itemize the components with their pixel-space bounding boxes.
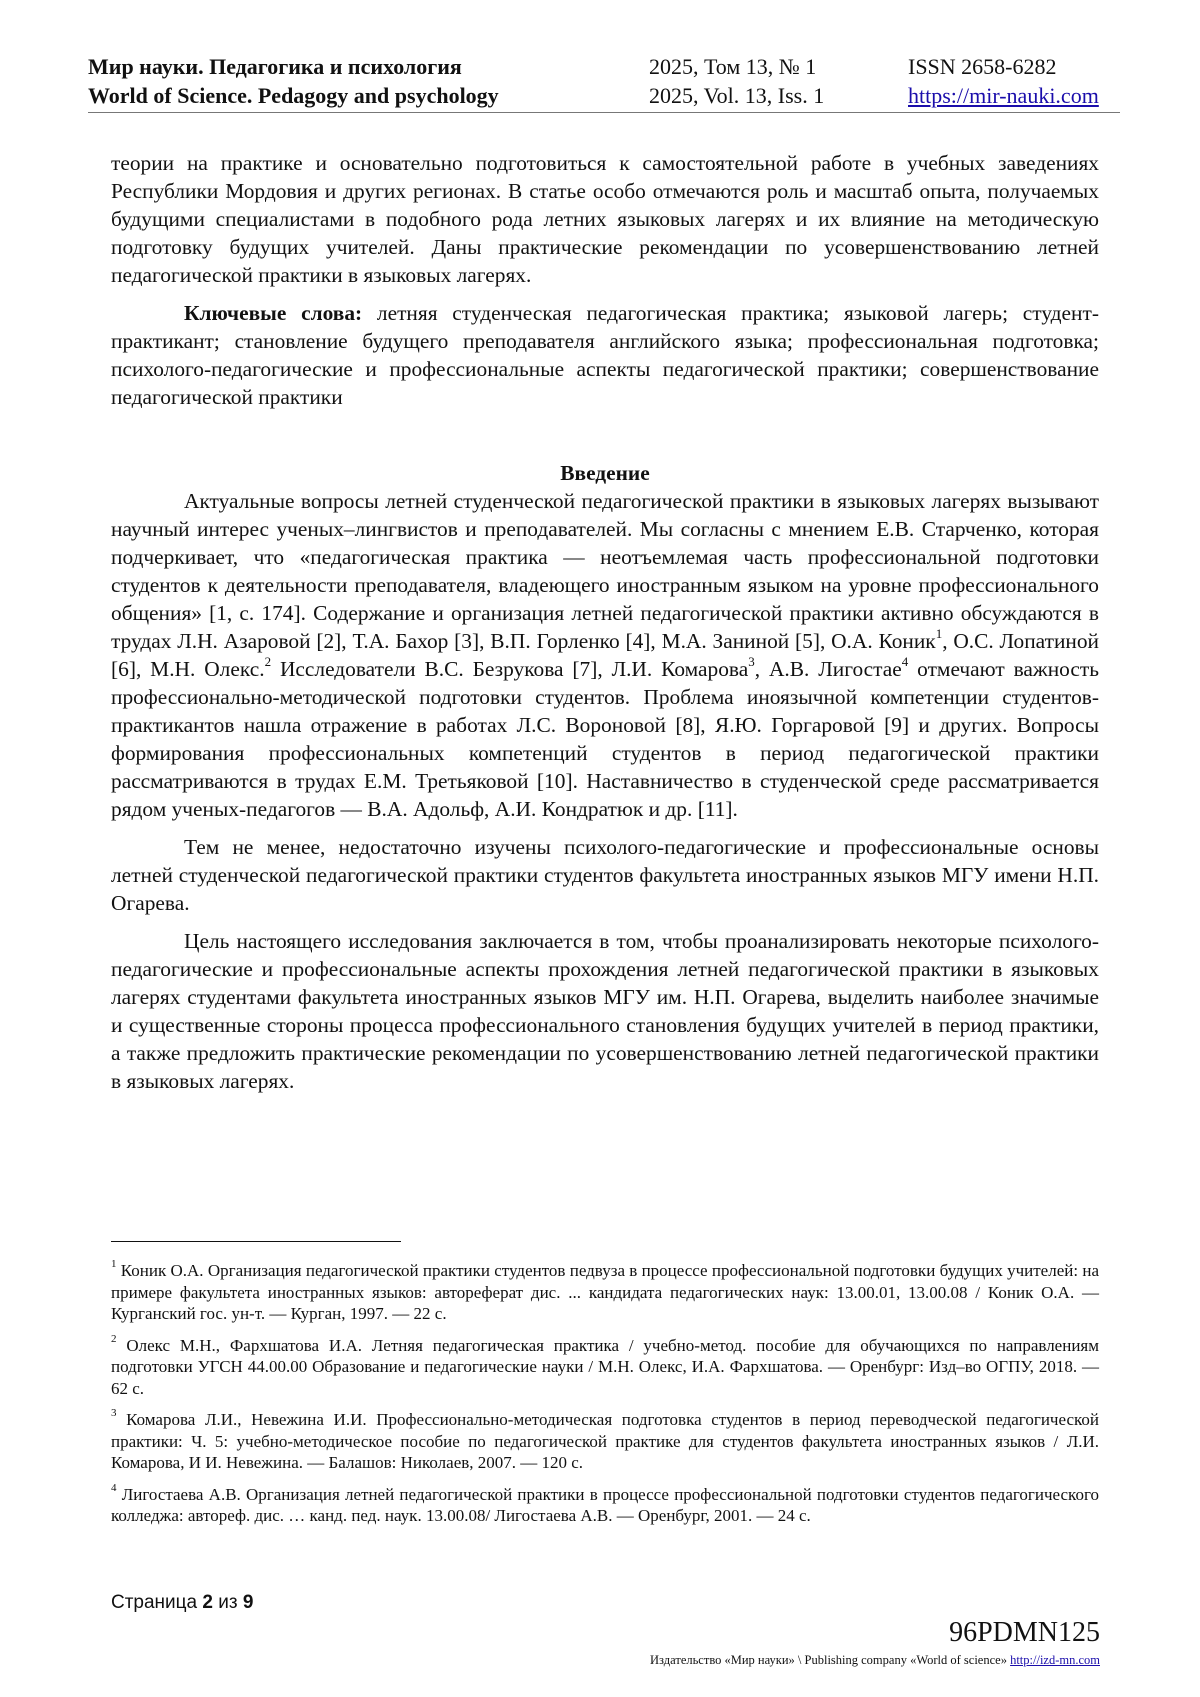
footnote-ref-2[interactable]: 2 [264, 653, 272, 669]
footnote-1 [111, 1260, 1099, 1325]
intro-p1-part-d: , А.В. Лигостае [754, 657, 902, 681]
footnote-num-2: 2 [111, 1332, 117, 1345]
issue-ru: 2025, Том 13, № 1 [649, 54, 817, 79]
page-header [88, 52, 1120, 110]
header-divider [88, 112, 1120, 113]
keywords [111, 299, 1099, 411]
issn-info [908, 52, 1099, 110]
journal-title-en: World of Science. Pedagogy and psychology [88, 83, 499, 108]
article-body [111, 149, 1099, 1095]
page-label: Страница [111, 1592, 198, 1613]
footnote-2 [111, 1332, 1099, 1400]
footnote-num-1: 1 [111, 1258, 117, 1271]
issue-info [649, 52, 824, 110]
issue-en: 2025, Vol. 13, Iss. 1 [649, 83, 825, 108]
publisher-text: Издательство «Мир науки» \ Publishing company «World of science» [650, 1653, 1007, 1667]
page-total: 9 [242, 1592, 254, 1613]
footnote-text-1: Коник О.А. Организация педагогической практики студентов педвуза в процессе профессиональной подготовки будущих учителей: на примере факультета иностранных языков: автореферат дис. ... кандидата педагогических наук: 13.00.01, 13.00.08 / Коник О.А. — Курганский гос. ун-т. — Курган, 1997. — 22 с. [111, 1261, 1099, 1323]
page-number [111, 1592, 253, 1614]
intro-p1-part-e: отмечают важность профессионально-методической подготовки студентов. Проблема иноязычной компетенции студентов-практикантов нашла отражение в работах Л.С. Вороновой [8], Я.Ю. Горгаровой [9] и других. Вопросы формирования профессиональных компетенций студентов в период педагогической практики рассматриваются в трудах Е.М. Третьяковой [10]. Наставничество в студенческой среде рассматривается рядом ученых-педагогов — В.А. Адольф, А.И. Кондратюк и др. [11]. [111, 657, 1099, 821]
journal-title [88, 52, 499, 110]
issn: ISSN 2658-6282 [908, 54, 1057, 79]
page-current: 2 [202, 1592, 213, 1613]
article-code: 96PDMN125 [949, 1617, 1100, 1648]
keywords-label: Ключевые слова: [184, 301, 363, 325]
footnote-ref-1[interactable]: 1 [935, 625, 943, 641]
page-of: из [218, 1592, 238, 1613]
section-title: Введение [560, 461, 650, 485]
footnote-ref-3[interactable]: 3 [748, 653, 755, 669]
footnote-3 [111, 1409, 1099, 1474]
footnote-text-3: Комарова Л.И., Невежина И.И. Профессионально-методическая подготовка студентов в период переводческой педагогической практики: Ч. 5: учебно-методическое пособие по педагогической практике для студентов факультета иностранных языков / Л.И. Комарова, И И. Невежина. — Балашов: Николаев, 2007. — 120 с. [111, 1410, 1099, 1472]
footnote-text-4: Лигостаева А.В. Организация летней педагогической практики в процессе профессиональной подготовки студентов педагогического колледжа: автореф. дис. … канд. пед. наук. 13.00.08/ Лигостаева А.В. — Оренбург, 2001. — 24 с. [111, 1484, 1099, 1525]
footnote-divider [111, 1241, 401, 1242]
intro-paragraph-1 [111, 487, 1099, 823]
footnote-4 [111, 1481, 1099, 1527]
publisher-link[interactable]: http://izd-mn.com [1010, 1653, 1100, 1667]
keywords-text: летняя студенческая педагогическая практика; языковой лагерь; студент-практикант; становление будущего преподавателя английского языка; профессиональная подготовка; психолого-педагогические и профессиональные аспекты педагогической практики; совершенствование педагогической практики [111, 301, 1099, 409]
intro-paragraph-2: Тем не менее, недостаточно изучены психолого-педагогические и профессиональные основы летней студенческой педагогической практики студентов факультета иностранных языков МГУ имени Н.П. Огарева. [111, 835, 1099, 915]
footnote-num-4: 4 [111, 1481, 117, 1494]
journal-site-link[interactable]: https://mir-nauki.com [908, 83, 1099, 108]
publisher-line [650, 1653, 1100, 1668]
abstract-tail: теории на практике и основательно подготовиться к самостоятельной работе в учебных заведениях Республики Мордовия и других регионах. В статье особо отмечаются роль и масштаб опыта, получаемых будущими специалистами в подобного рода летних языковых лагерях и их влияние на методическую подготовку будущих учителей. Даны практические рекомендации по усовершенствованию летней педагогической практики в языковых лагерях. [111, 151, 1099, 287]
intro-p1-part-b: , О.С. Лопатиной [6], М.Н. Олекс. [111, 629, 1099, 681]
journal-title-ru: Мир науки. Педагогика и психология [88, 54, 462, 79]
intro-p1-part-a: Актуальные вопросы летней студенческой педагогической практики в языковых лагерях вызывают научный интерес ученых–лингвистов и преподавателей. Мы согласны с мнением Е.В. Старченко, которая подчеркивает, что «педагогическая практика — неотъемлемая часть профессиональной подготовки студентов к деятельности преподавателя, владеющего иностранным языком на уровне профессионального общения» [1, с. 174]. Содержание и организация летней педагогической практики активно обсуждаются в трудах Л.Н. Азаровой [2], Т.А. Бахор [3], В.П. Горленко [4], М.А. Заниной [5], О.А. Коник [111, 489, 1099, 653]
footnotes [111, 1260, 1099, 1537]
footnote-num-3: 3 [111, 1407, 117, 1420]
footnote-ref-4[interactable]: 4 [901, 653, 909, 669]
intro-p1-part-c: Исследователи В.С. Безрукова [7], Л.И. Комарова [271, 657, 749, 681]
footnote-text-2: Олекс М.Н., Фархшатова И.А. Летняя педагогическая практика / учебно-метод. пособие для обучающихся по направлениям подготовки УГСН 44.00.00 Образование и педагогические науки / М.Н. Олекс, И.А. Фархшатова. — Оренбург: Изд–во ОГПУ, 2018. — 62 с. [111, 1335, 1099, 1398]
intro-paragraph-3: Цель настоящего исследования заключается в том, чтобы проанализировать некоторые психолого-педагогические и профессиональные аспекты прохождения летней педагогической практики в языковых лагерях студентами факультета иностранных языков МГУ им. Н.П. Огарева, выделить наиболее значимые и существенные стороны процесса профессионального становления будущих учителей в период практики, а также предложить практические рекомендации по усовершенствованию летней педагогической практики в языковых лагерях. [111, 929, 1099, 1093]
